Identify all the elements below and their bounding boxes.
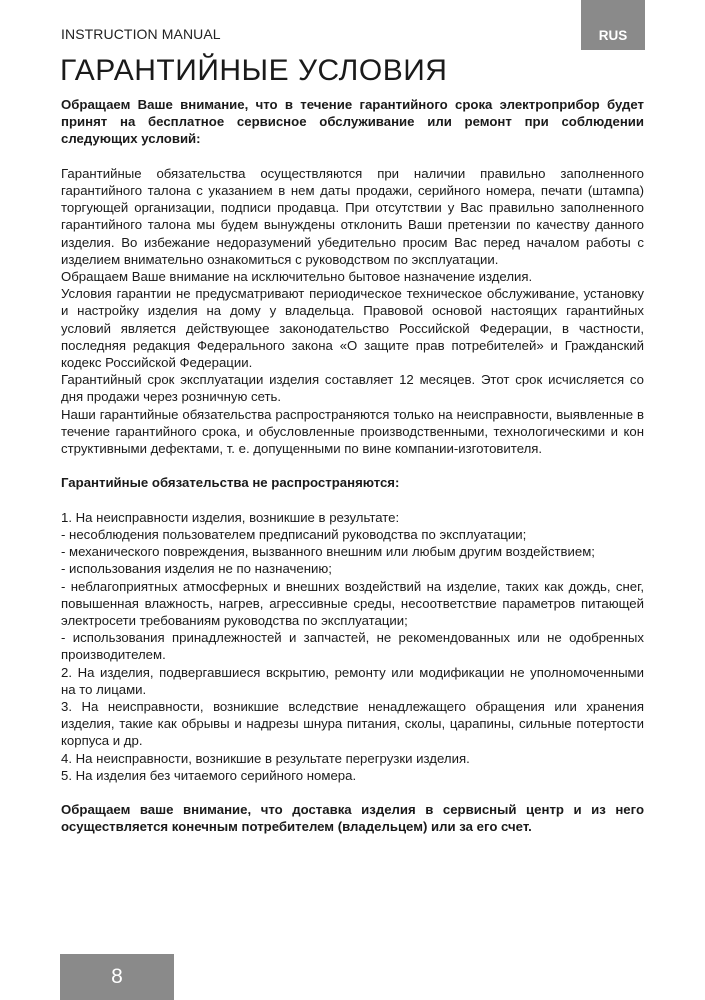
language-badge: RUS bbox=[581, 0, 645, 50]
spacer bbox=[61, 457, 644, 474]
page-number: 8 bbox=[60, 954, 174, 1000]
manual-header-label: INSTRUCTION MANUAL bbox=[61, 26, 221, 42]
intro-notice: Обращаем Ваше внимание, что в течение гарантийного срока электроприбор будет принят на бесплатное сервисное обслуживание или ремонт при соблюдении следующих условий: bbox=[61, 97, 644, 147]
page-title: ГАРАНТИЙНЫЕ УСЛОВИЯ bbox=[60, 54, 448, 87]
paragraph: Гарантийные обязательства осуществляются при наличии правильно заполненного гарантийного талона с указанием в нем даты продажи, серийного номера, печати (штампа) торгующей организации, подписи продавца. При отсутствии у Вас правильно заполненного гарантийного талона мы будем вынуждены отклонить Ваши претензии по качеству данного изделия. Во избежание недоразумений убедительно просим Вас перед началом работы с изделием внимательно ознакомиться с руководством по эксплуатации. bbox=[61, 165, 644, 267]
paragraph: Обращаем Ваше внимание на исключительно бытовое назначение изделия. bbox=[61, 269, 533, 285]
paragraph: Наши гарантийные обязательства распространяются только на неисправности, выявленные в течение гарантийного срока, и обусловленные производственными, технологическими и кон структивными дефектами, т. е. допущенными по вине компании-изготовителя. bbox=[61, 406, 644, 457]
exclusion-item: 4. На неисправности, возникшие в результате перегрузки изделия. bbox=[61, 750, 470, 766]
content-body bbox=[61, 96, 644, 836]
exclusion-item: - использования принадлежностей и запчастей, не рекомендованных или не одобренных производителем. bbox=[61, 630, 644, 663]
exclusions-heading: Гарантийные обязательства не распространяются: bbox=[61, 475, 400, 491]
exclusion-item: 1. На неисправности изделия, возникшие в результате: bbox=[61, 509, 400, 525]
closing-notice: Обращаем ваше внимание, что доставка изделия в сервисный центр и из него осуществляется конечным потребителем (владельцем) или за его счет. bbox=[61, 802, 644, 835]
spacer bbox=[61, 492, 644, 509]
exclusion-item: - несоблюдения пользователем предписаний руководства по эксплуатации; bbox=[61, 527, 527, 543]
spacer bbox=[61, 148, 644, 165]
paragraph: Гарантийный срок эксплуатации изделия составляет 12 месяцев. Этот срок исчисляется со дня продажи через розничную сеть. bbox=[61, 372, 644, 405]
exclusion-item: - неблагоприятных атмосферных и внешних воздействий на изделие, таких как дождь, снег, повышенная влажность, нагрев, агрессивные среды, несоответствие параметров питающей электросети требованиям руководства по эксплуатации; bbox=[61, 578, 644, 629]
paragraph: Условия гарантии не предусматривают периодическое техническое обслуживание, установку и настройку изделия на дому у владельца. Правовой основой настоящих гарантийных условий является действующее законодательство Российской Федерации, в частности, последняя редакция Федерального закона «О защите прав потребителей» и Гражданский кодекс Российской Федерации. bbox=[61, 286, 644, 371]
exclusion-item: 3. На неисправности, возникшие вследствие ненадлежащего обращения или хранения изделия, такие как обрывы и надрезы шнура питания, сколы, царапины, сильные потертости корпуса и др. bbox=[61, 699, 644, 749]
exclusion-item: - использования изделия не по назначению; bbox=[61, 561, 332, 577]
exclusion-item: 5. На изделия без читаемого серийного номера. bbox=[61, 767, 357, 783]
spacer bbox=[61, 784, 644, 801]
exclusion-item: - механического повреждения, вызванного внешним или любым другим воздействием; bbox=[61, 544, 595, 560]
exclusion-item: 2. На изделия, подвергавшиеся вскрытию, ремонту или модификации не уполномоченными на то лицами. bbox=[61, 664, 644, 697]
